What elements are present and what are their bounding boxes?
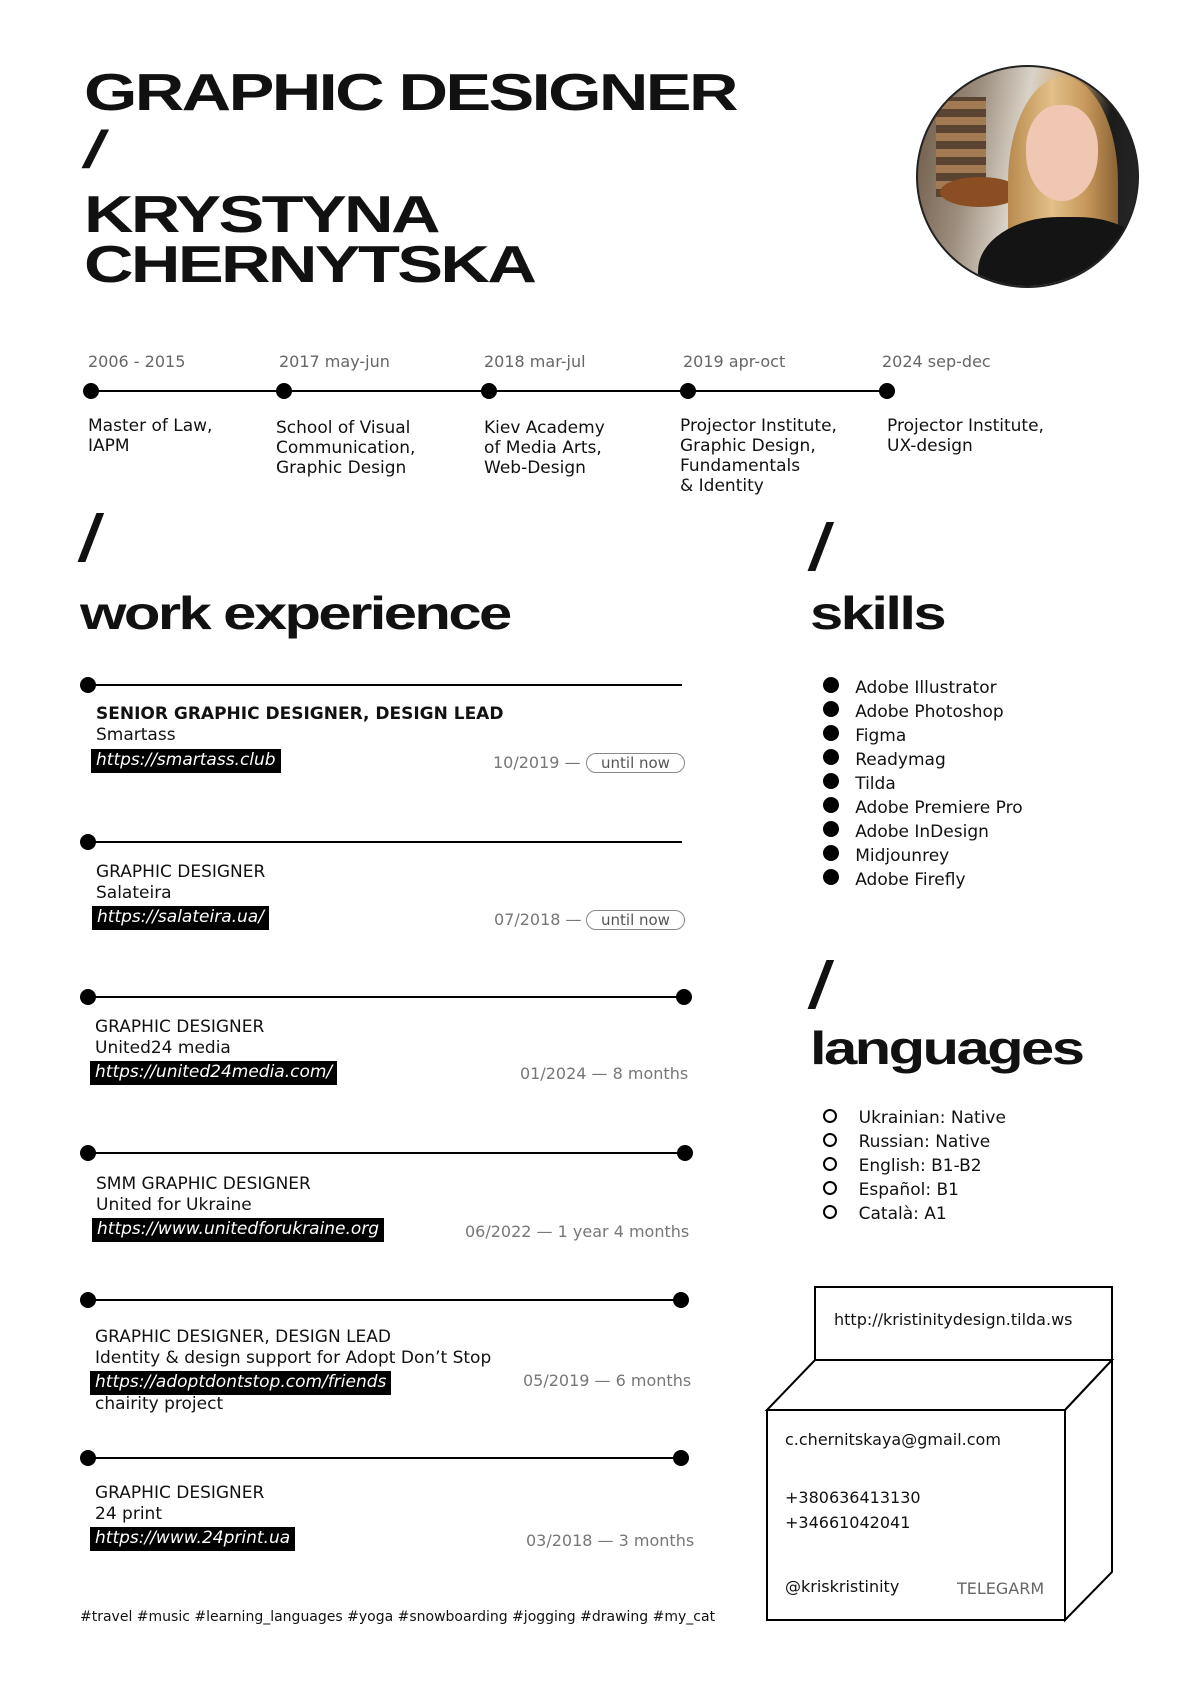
skill-item: Adobe Firefly <box>823 868 1023 892</box>
bullet-icon <box>823 725 839 741</box>
job-title: GRAPHIC DESIGNER <box>95 1483 265 1503</box>
job-title: GRAPHIC DESIGNER <box>96 862 266 882</box>
timeline-date-2: 2017 may-jun <box>279 352 390 371</box>
language-item: Ukrainian: Native <box>823 1106 1006 1130</box>
skills-list <box>823 676 1023 892</box>
job-dot-end <box>673 1450 689 1466</box>
bullet-icon <box>823 773 839 789</box>
email-link[interactable]: c.chernitskaya@gmail.com <box>785 1430 1001 1449</box>
job-company: United24 media <box>95 1038 231 1058</box>
job-company: Smartass <box>96 725 176 745</box>
work-experience-heading: work experience <box>80 587 510 639</box>
job-period: 05/2019 — 6 months <box>523 1371 692 1390</box>
circle-bullet-icon <box>823 1109 837 1123</box>
timeline-dot-4 <box>680 383 696 399</box>
hashtags: #travel #music #learning_languages #yoga #snowboarding #jogging #drawing #my_cat <box>80 1609 716 1625</box>
skills-heading: skills <box>810 587 945 639</box>
job-until-now-badge: until now <box>586 753 685 773</box>
job-divider <box>88 996 683 998</box>
bullet-icon <box>823 821 839 837</box>
timeline-text-2: School of Visual Communication, Graphic Design <box>276 418 416 478</box>
job-title: GRAPHIC DESIGNER <box>95 1017 265 1037</box>
job-link[interactable]: https://smartass.club <box>91 749 281 773</box>
circle-bullet-icon <box>823 1157 837 1171</box>
circle-bullet-icon <box>823 1133 837 1147</box>
job-link[interactable]: https://www.24print.ua <box>90 1527 295 1551</box>
job-divider <box>88 1152 684 1154</box>
timeline-dot-5 <box>879 383 895 399</box>
language-item: Català: A1 <box>823 1202 1006 1226</box>
skill-item: Adobe Illustrator <box>823 676 1023 700</box>
timeline-text-1: Master of Law, IAPM <box>88 416 213 456</box>
bullet-icon <box>823 749 839 765</box>
timeline-dot-3 <box>481 383 497 399</box>
job-note: chairity project <box>95 1394 224 1414</box>
job-dot-end <box>677 1145 693 1161</box>
job-company: Identity & design support for Adopt Don’t Stop <box>95 1348 492 1368</box>
telegram-label: TELEGARM <box>957 1579 1045 1598</box>
job-dot-end <box>676 989 692 1005</box>
timeline-text-5: Projector Institute, UX-design <box>887 416 1044 456</box>
phone-2[interactable]: +34661042041 <box>785 1513 911 1532</box>
bullet-icon <box>823 845 839 861</box>
languages-slash: / <box>810 948 829 1022</box>
skill-item: Figma <box>823 724 1023 748</box>
timeline-dot-2 <box>276 383 292 399</box>
job-title: GRAPHIC DESIGNER, DESIGN LEAD <box>95 1327 391 1347</box>
bullet-icon <box>823 869 839 885</box>
languages-heading: languages <box>810 1022 1083 1074</box>
job-dot-end <box>673 1292 689 1308</box>
job-link[interactable]: https://www.unitedforukraine.org <box>92 1218 384 1242</box>
bullet-icon <box>823 797 839 813</box>
job-divider <box>88 1299 680 1301</box>
circle-bullet-icon <box>823 1181 837 1195</box>
job-link[interactable]: https://united24media.com/ <box>90 1061 337 1085</box>
skill-item: Adobe InDesign <box>823 820 1023 844</box>
header-last-name: CHERNYTSKA <box>84 236 535 294</box>
job-title: SENIOR GRAPHIC DESIGNER, DESIGN LEAD <box>96 704 504 724</box>
job-period: 06/2022 — 1 year 4 months <box>465 1222 690 1241</box>
timeline-text-3: Kiev Academy of Media Arts, Web-Design <box>484 418 605 478</box>
skill-item: Adobe Photoshop <box>823 700 1023 724</box>
job-period: 03/2018 — 3 months <box>526 1531 695 1550</box>
skills-slash: / <box>810 510 829 584</box>
timeline-date-4: 2019 apr-oct <box>683 352 786 371</box>
job-divider <box>88 1457 680 1459</box>
skill-item: Midjounrey <box>823 844 1023 868</box>
timeline-text-4: Projector Institute, Graphic Design, Fundamentals & Identity <box>680 416 837 496</box>
header-first-name: KRYSTYNA <box>84 186 438 244</box>
profile-photo <box>916 65 1139 288</box>
phone-1[interactable]: +380636413130 <box>785 1488 921 1507</box>
header-slash: / <box>84 121 101 179</box>
header-title-role: GRAPHIC DESIGNER <box>84 64 736 122</box>
job-divider <box>88 684 682 686</box>
website-link[interactable]: http://kristinitydesign.tilda.ws <box>834 1310 1073 1329</box>
job-period: 01/2024 — 8 months <box>520 1064 689 1083</box>
job-start-date: 10/2019 — <box>493 753 581 772</box>
job-link[interactable]: https://adoptdontstop.com/friends <box>90 1371 391 1395</box>
language-item: English: B1-B2 <box>823 1154 1006 1178</box>
bullet-icon <box>823 677 839 693</box>
job-link[interactable]: https://salateira.ua/ <box>92 906 269 930</box>
language-item: Russian: Native <box>823 1130 1006 1154</box>
bullet-icon <box>823 701 839 717</box>
skill-item: Tilda <box>823 772 1023 796</box>
timeline-dot-1 <box>83 383 99 399</box>
work-slash: / <box>80 501 99 575</box>
job-company: United for Ukraine <box>96 1195 252 1215</box>
job-until-now-badge: until now <box>586 910 685 930</box>
job-start-date: 07/2018 — <box>494 910 582 929</box>
job-title: SMM GRAPHIC DESIGNER <box>96 1174 311 1194</box>
timeline-date-1: 2006 - 2015 <box>88 352 186 371</box>
timeline-date-5: 2024 sep-dec <box>882 352 991 371</box>
language-item: Español: B1 <box>823 1178 1006 1202</box>
skill-item: Adobe Premiere Pro <box>823 796 1023 820</box>
circle-bullet-icon <box>823 1205 837 1219</box>
job-company: Salateira <box>96 883 172 903</box>
telegram-handle[interactable]: @kriskristinity <box>785 1577 900 1596</box>
job-company: 24 print <box>95 1504 162 1524</box>
languages-list <box>823 1106 1006 1226</box>
skill-item: Readymag <box>823 748 1023 772</box>
timeline-date-3: 2018 mar-jul <box>484 352 586 371</box>
job-divider <box>88 841 682 843</box>
